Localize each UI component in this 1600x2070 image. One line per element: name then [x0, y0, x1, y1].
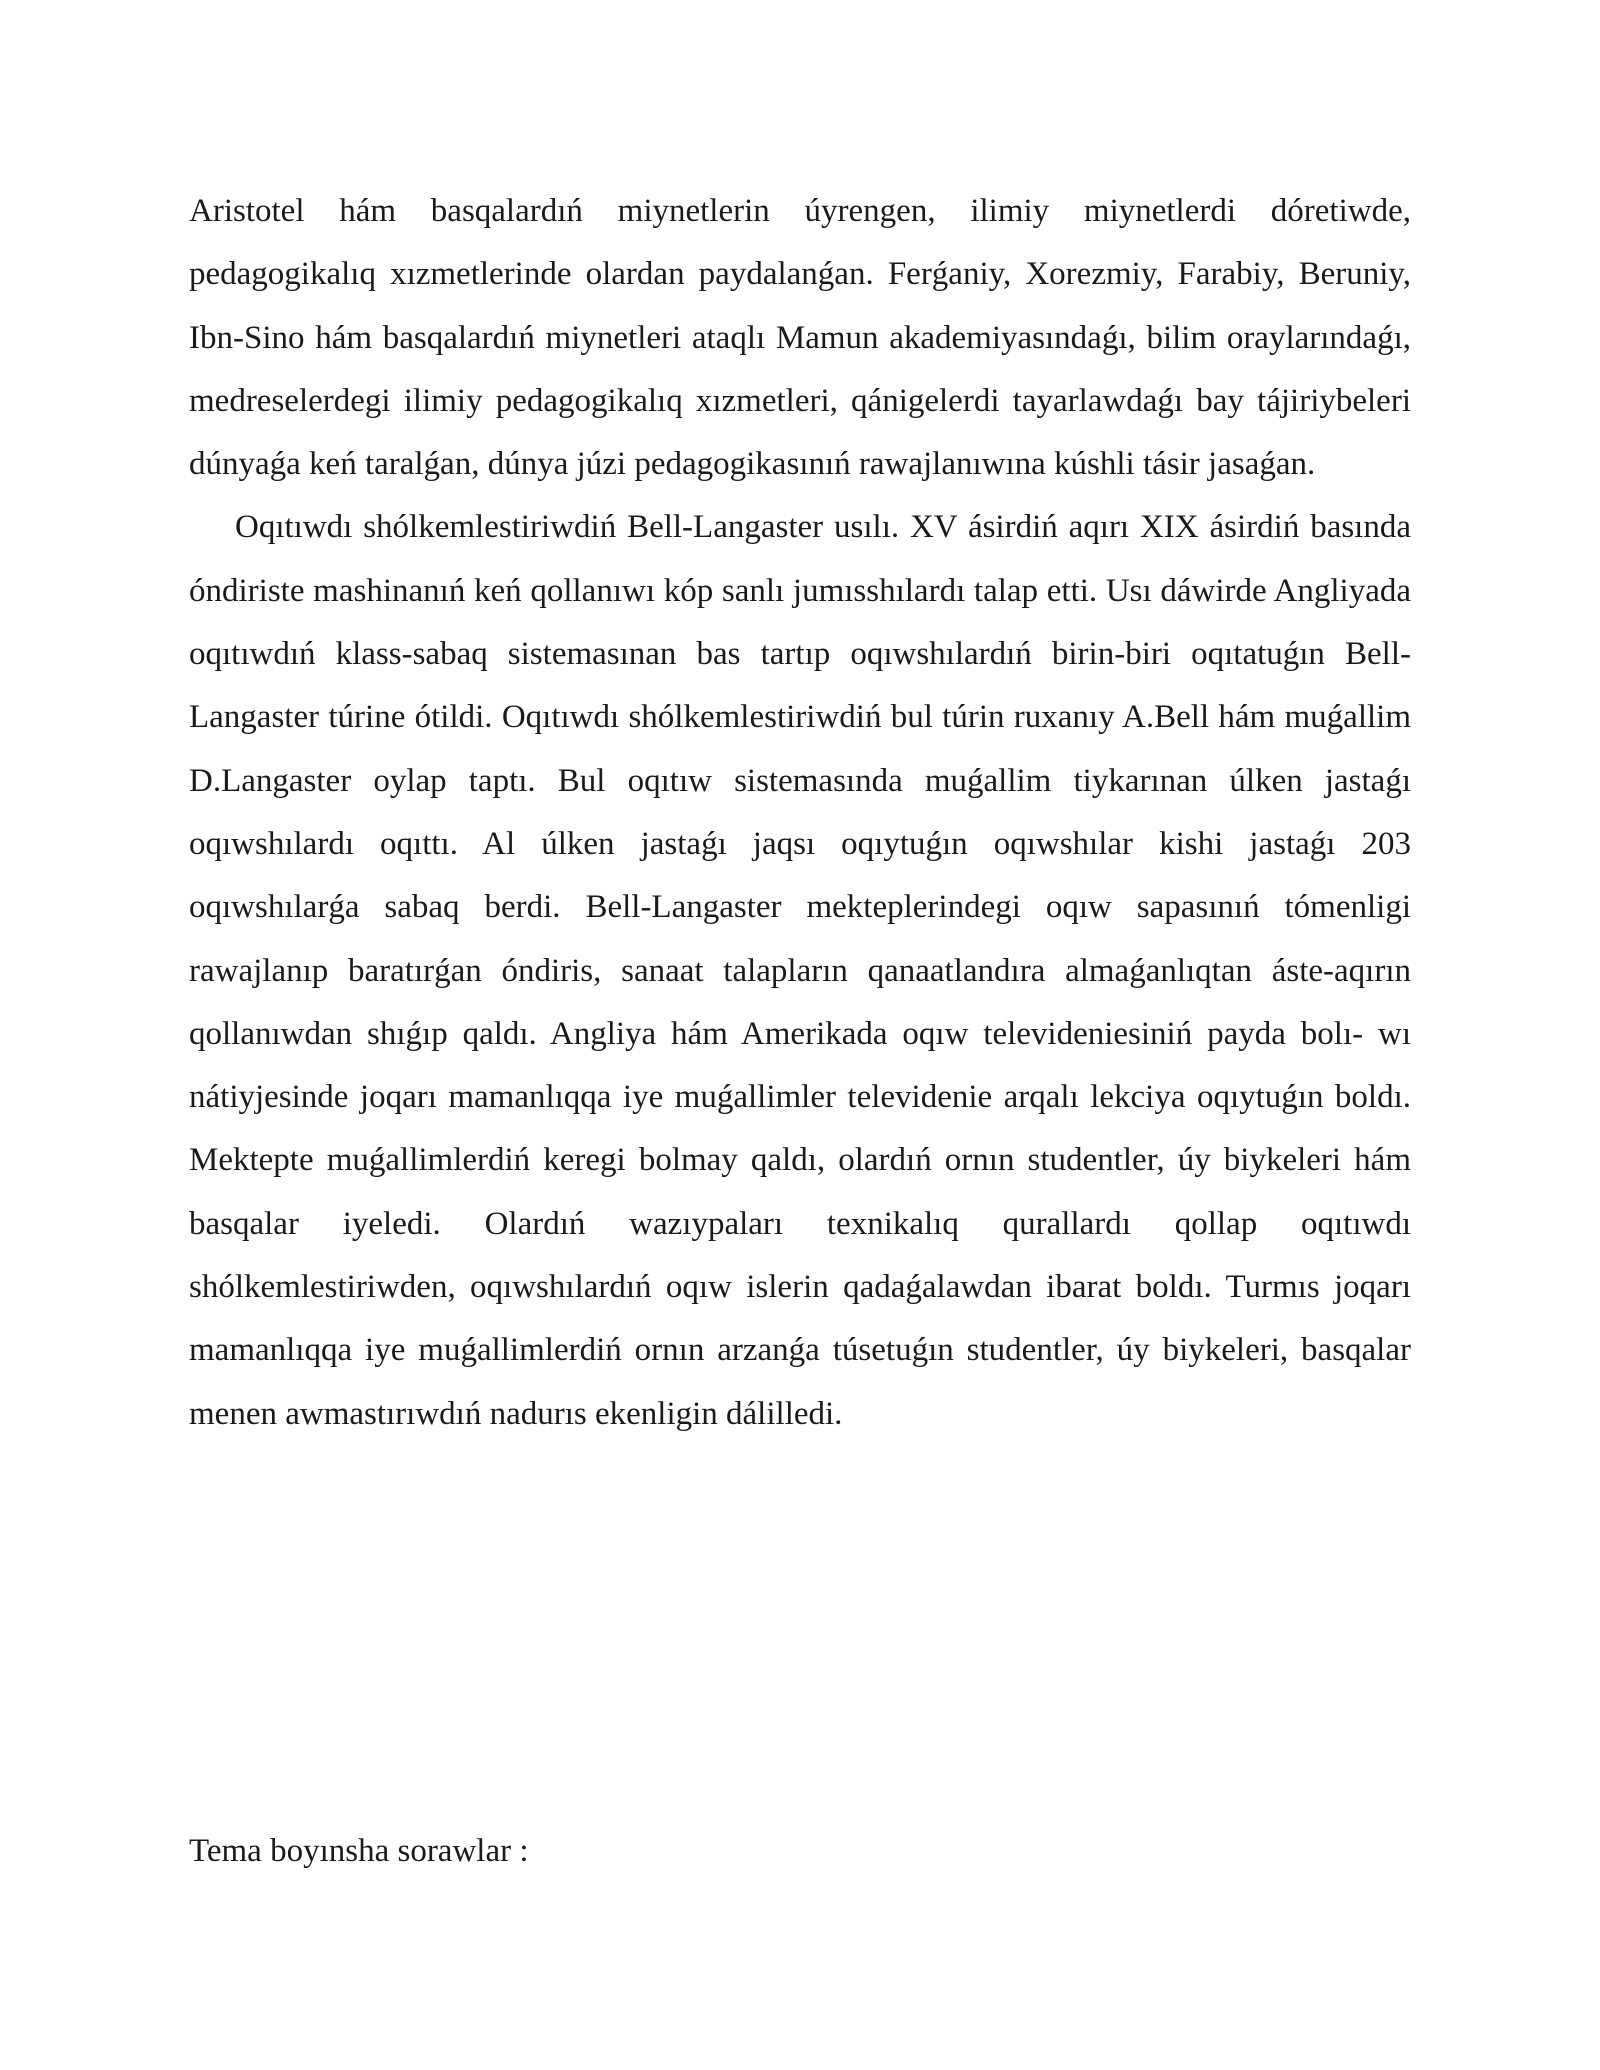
questions-heading: Tema boyınsha sorawlar :	[189, 1833, 529, 1869]
document-body	[189, 180, 1411, 1446]
paragraph-1: Aristotel hám basqalardıń miynetlerin úyrengen, ilimiy miynetlerdi dóretiwde, pedagogikalıq xızmetlerinde olardan paydalanǵan. Ferǵaniy, Xorezmiy, Farabiy, Beruniy, Ibn-Sino hám basqalardıń miynetleri ataqlı Mamun akademiyasındaǵı, bilim oraylarındaǵı, medreselerdegi ilimiy pedagogikalıq xızmetleri, qánigelerdi tayarlawdaǵı bay tájiriybeleri dúnyaǵa keń taralǵan, dúnya júzi pedagogikasınıń rawajlanıwına kúshli tásir jasaǵan.	[189, 193, 1411, 483]
paragraph-2: Oqıtıwdı shólkemlestiriwdiń Bell-Langaster usılı. XV ásirdiń aqırı XIX ásirdiń basında óndiriste mashinanıń keń qollanıwı kóp sanlı jumısshılardı talap etti. Usı dáwirde Angliyada oqıtıwdıń klass-sabaq sistemasınan bas tartıp oqıwshılardıń birin-biri oqıtatuǵın Bell-Langaster túrine ótildi. Oqıtıwdı shólkemlestiriwdiń bul túrin ruxanıy A.Bell hám muǵallim D.Langaster oylap taptı. Bul oqıtıw sistemasında muǵallim tiykarınan úlken jastaǵı oqıwshılardı oqıttı. Al úlken jastaǵı jaqsı oqıytuǵın oqıwshılar kishi jastaǵı 203 oqıwshılarǵa sabaq berdi. Bell-Langaster mekteplerindegi oqıw sapasınıń tómenligi rawajlanıp baratırǵan óndiris, sanaat talapların qanaatlandıra almaǵanlıqtan áste-aqırın qollanıwdan shıǵıp qaldı. Angliya hám Amerikada oqıw televideniesiniń payda bolı- wı nátiyjesinde joqarı mamanlıqqa iye muǵallimler televidenie arqalı lekciya oqıytuǵın boldı. Mektepte muǵallimlerdiń keregi bolmay qaldı, olardıń ornın studentler, úy biykeleri hám basqalar iyeledi. Olardıń wazıypaları texnikalıq qurallardı qollap oqıtıwdı shólkemlestiriwden, oqıwshılardıń oqıw islerin qadaǵalawdan ibarat boldı. Turmıs joqarı mamanlıqqa iye muǵallimlerdiń ornın arzanǵa túsetuǵın studentler, úy biykeleri, basqalar menen awmastırıwdıń nadurıs ekenligin dálilledi.	[189, 509, 1411, 1432]
